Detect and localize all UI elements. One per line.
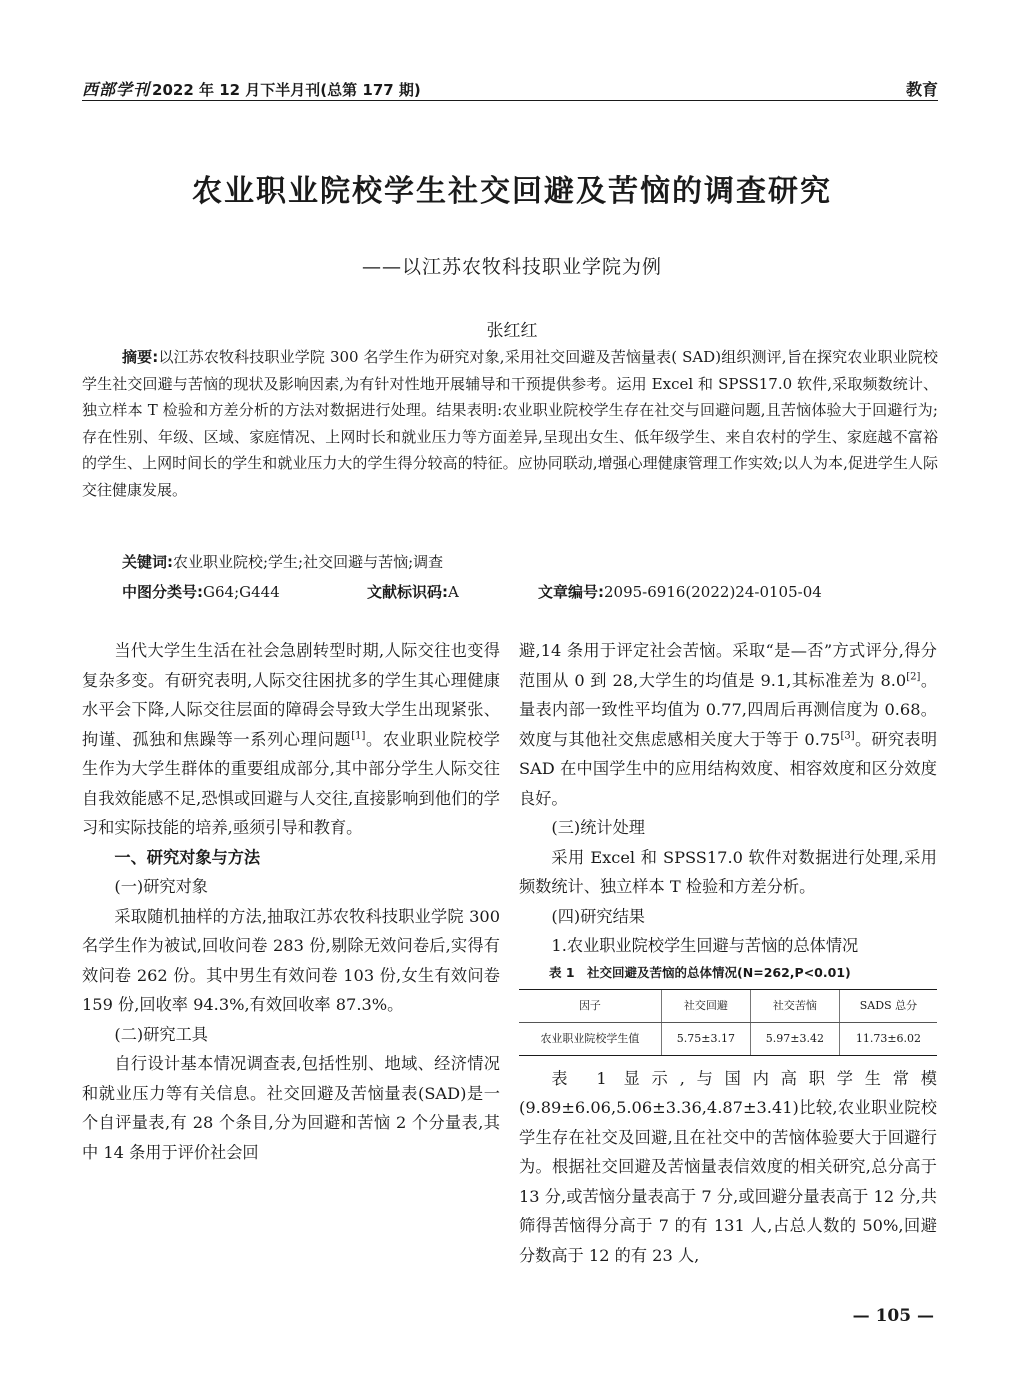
author-name: 张红红 [486,321,538,341]
clc-code [122,580,280,604]
article-title: 农业职业院校学生社交回避及苦恼的调查研究 [192,174,832,209]
classification-line [122,580,938,604]
subsection-heading-3: (三)统计处理 [551,818,645,837]
tools-paragraph: 自行设计基本情况调查表,包括性别、地域、经济情况和就业压力等有关信息。社交回避及苦恼量表(SAD)是一个自评量表,有 28 个条目,分为回避和苦恼 2 个分量表,其中 14 条用于评价社会回 [82,1054,500,1162]
journal-logo: 西部学刊 [82,80,151,99]
running-header [82,70,938,100]
right-column [519,636,937,1270]
subjects-paragraph: 采取随机抽样的方法,抽取江苏农牧科技职业学院 300 名学生作为被试,回收问卷 283 份,剔除无效问卷后,实得有效问卷 262 份。其中男生有效问卷 103 份,女生有效问卷 159 份,回收率 94.3%,有效回收率 87.3%。 [82,906,500,1014]
keywords-label: 关键词: [122,553,173,571]
table-header-cell: SADS 总分 [839,989,937,1022]
clc-value: G64;G444 [203,583,280,601]
article-label: 文章编号: [538,583,604,601]
citation-2: [2] [906,671,921,683]
tools-continued-paragraph [519,636,937,813]
table-header-cell: 社交回避 [661,989,750,1022]
header-rule [82,100,938,101]
clc-label: 中图分类号: [122,583,203,601]
results-table [519,989,937,1056]
table-cell: 11.73±6.02 [839,1022,937,1055]
table-cell: 农业职业院校学生值 [519,1022,661,1055]
table-cell: 5.97±3.42 [750,1022,839,1055]
table-cell: 5.75±3.17 [661,1022,750,1055]
stats-paragraph: 采用 Excel 和 SPSS17.0 软件对数据进行处理,采用频数统计、独立样本 T 检验和方差分析。 [519,847,937,896]
intro-text-tail: 。农业职业院校学生作为大学生群体的重要组成部分,其中部分学生人际交往自我效能感不足,恐惧或回避与人交往,直接影响到他们的学习和实际技能的培养,亟须引导和教育。 [82,729,500,837]
article-subtitle: ——以江苏农牧科技职业学院为例 [361,256,662,278]
result-heading-1: 1.农业职业院校学生回避与苦恼的总体情况 [551,936,859,955]
article-value: 2095-6916(2022)24-0105-04 [604,583,822,601]
subsection-heading-2: (二)研究工具 [114,1024,208,1044]
table-header-row [519,989,937,1022]
subsection-heading-1: (一)研究对象 [114,877,208,896]
subsection-heading-4: (四)研究结果 [551,906,645,926]
doc-code [367,580,459,604]
table-header-cell: 社交苦恼 [750,989,839,1022]
abstract-text: 以江苏农牧科技职业学院 300 名学生作为研究对象,采用社交回避及苦恼量表( SAD)组织测评,旨在探究农业职业院校学生社交回避与苦恼的现状及影响因素,为有针对性地开展辅导和干预提供参考。运用 Excel 和 SPSS17.0 软件,采取频数统计、独立样本 T 检验和方差分析的方法对数据进行处理。结果表明:农业职业院校学生存在社交与回避问题,且苦恼体验大于回避行为;存在性别、年级、区域、家庭情况、上网时长和就业压力等方面差异,呈现出女生、低年级学生、来自农村的学生、家庭越不富裕的学生、上网时间长的学生和就业压力大的学生得分较高的特征。应协同联动,增强心理健康管理工作实效;以人为本,促进学生人际交往健康发展。 [82,348,938,499]
doc-value: A [448,583,459,601]
intro-text: 当代大学生生活在社会急剧转型时期,人际交往也变得复杂多变。有研究表明,人际交往困扰多的学生其心理健康水平会下降,人际交往层面的障碍会导致大学生出现紧张、拘谨、孤独和焦躁等一系列心理问题 [82,641,500,749]
keywords [122,550,938,574]
results-paragraph: 表 1 显示,与国内高职学生常模(9.89±6.06,5.06±3.36,4.87±3.41)比较,农业职业院校学生存在社交及回避,且在社交中的苦恼体验要大于回避行为。根据社交回避及苦恼量表信效度的相关研究,总分高于 13 分,或苦恼分量表高于 7 分,或回避分量表高于 12 分,共筛得苦恼得分高于 7 的有 131 人,占总人数的 50%,回避分数高于 12 的有 23 人, [519,1068,937,1265]
citation-3: [3] [840,730,855,742]
tools-continued-mid: 。量表内部一致性平均值为 0.77,四周后再测信度为 0.68。效度与其他社交焦虑感相关度大于等于 0.75 [519,670,938,749]
article-number [538,580,822,604]
citation-1: [1] [351,730,366,742]
issue-info: 2022 年 12 月下半月刊(总第 177 期) [152,81,421,99]
abstract [82,344,938,503]
doc-label: 文献标识码: [367,583,448,601]
keywords-text: 农业职业院校;学生;社交回避与苦恼;调查 [173,553,444,571]
table-row [519,1022,937,1055]
section-name: 教育 [905,80,938,99]
intro-paragraph [82,636,500,843]
section-heading-1: 一、研究对象与方法 [114,847,261,867]
table-header-cell: 因子 [519,989,661,1022]
left-column [82,636,500,1167]
table-caption: 表 1 社交回避及苦恼的总体情况(N=262,P<0.01) [549,964,851,980]
tools-continued-tail: 。研究表明 SAD 在中国学生中的应用结构效度、相容效度和区分效度良好。 [519,729,938,808]
page-number: — 105 — [852,1306,934,1326]
tools-continued-text: 避,14 条用于评定社会苦恼。采取“是—否”方式评分,得分范围从 0 到 28,大学生的均值是 9.1,其标准差为 8.0 [519,641,937,690]
abstract-label: 摘要: [122,348,159,366]
header-left [82,77,421,100]
